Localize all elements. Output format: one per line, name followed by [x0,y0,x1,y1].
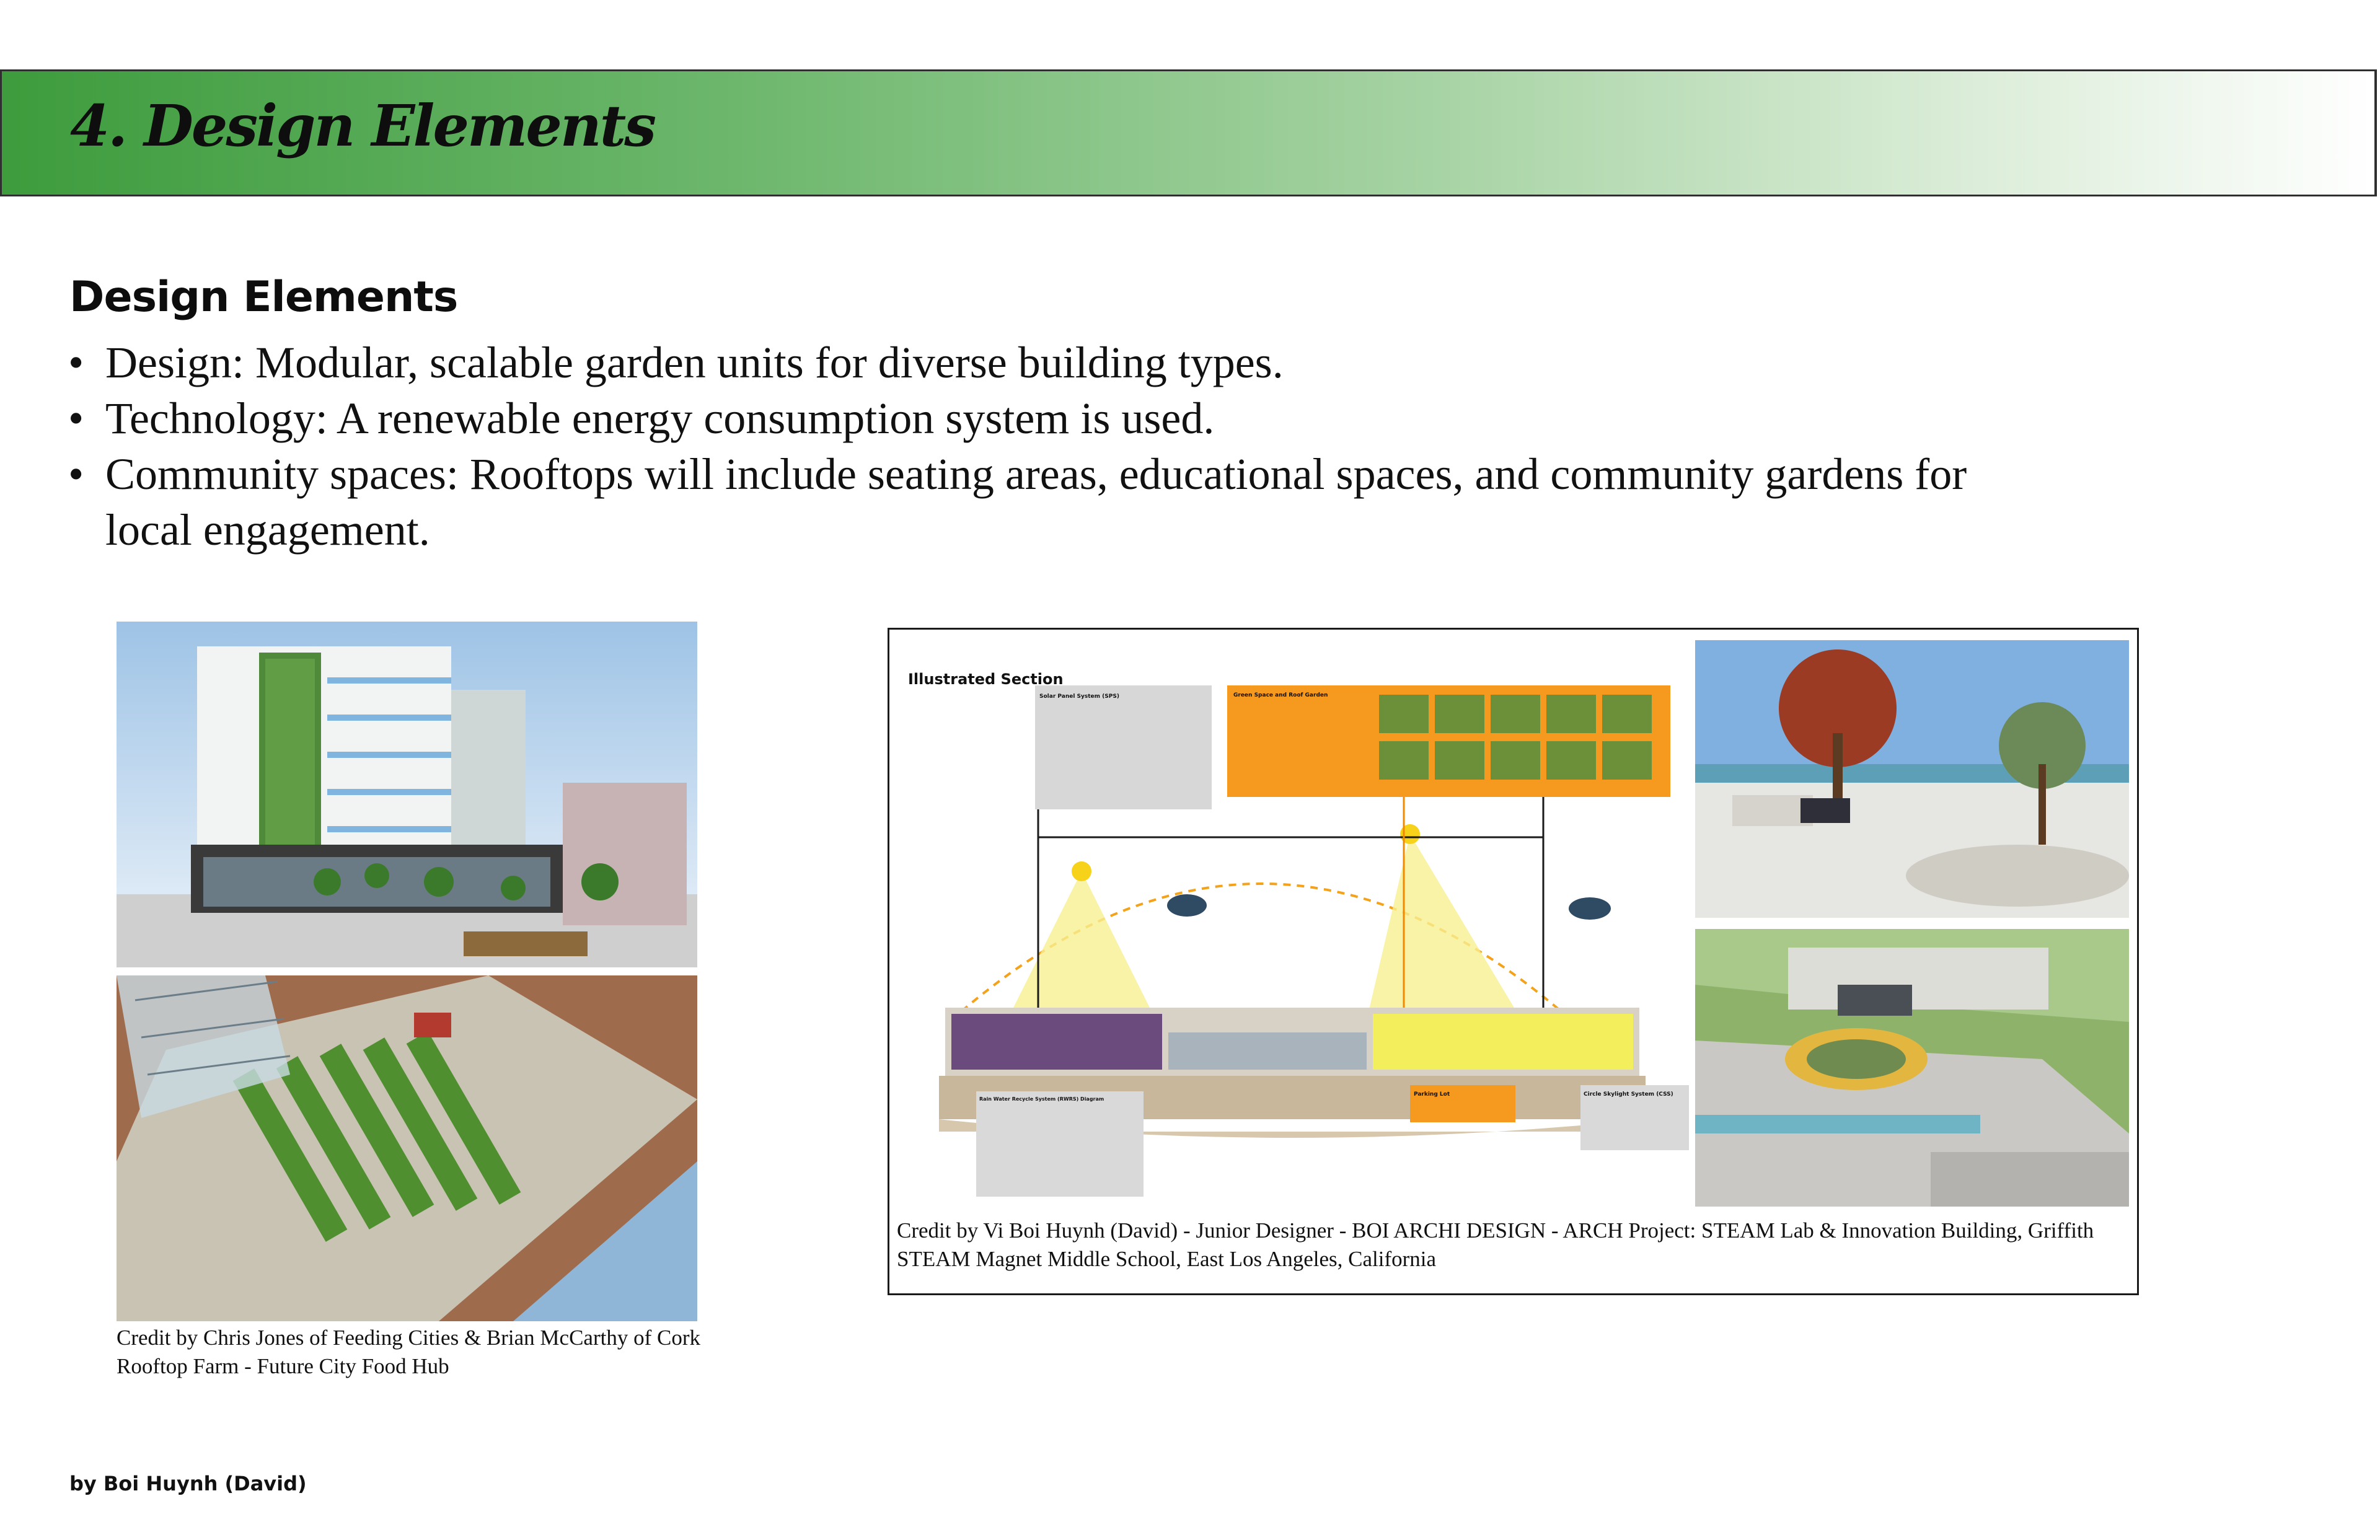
project-board [888,628,2139,1295]
bullet-community-spaces: • Community spaces: Rooftops will include seating areas, educational spaces, and community gardens for local engagement. [68,446,1990,558]
left-image-credit: Credit by Chris Jones of Feeding Cities & Brian McCarthy of Cork Rooftop Farm - Future City Food Hub [117,1326,700,1378]
design-elements-list [68,335,1990,558]
bullet-technology: • Technology: A renewable energy consumption system is used. [68,390,1990,446]
page-title: 4. Design Elements [70,92,655,159]
title-banner [0,69,2377,196]
solar-callout-label: Solar Panel System (SPS) [1039,693,1119,700]
illustrated-section-drawing [896,636,1701,1197]
illustrated-section-title: Illustrated Section [908,671,1064,688]
green-callout-label: Green Space and Roof Garden [1233,692,1328,698]
rooftop-farm-photo [117,975,697,1321]
green-building-photo [117,622,697,967]
rooftop-seating-photo [1695,640,2129,918]
bullet-design: • Design: Modular, scalable garden units for diverse building types. [68,335,1990,390]
parking-callout-label: Parking Lot [1414,1091,1450,1098]
author-byline: by Boi Huynh (David) [69,1472,307,1495]
skylight-callout-label: Circle Skylight System (CSS) [1584,1091,1673,1098]
circular-skylight-aerial-photo [1695,929,2129,1207]
section-heading: Design Elements [69,273,458,322]
water-callout-label: Rain Water Recycle System (RWRS) Diagram [979,1096,1104,1102]
right-image-credit: Credit by Vi Boi Huynh (David) - Junior Designer - BOI ARCHI DESIGN - ARCH Project: STEAM Lab & Innovation Building, Griffith STEAM Magnet Middle School, East Los Angeles, California [897,1218,2094,1271]
